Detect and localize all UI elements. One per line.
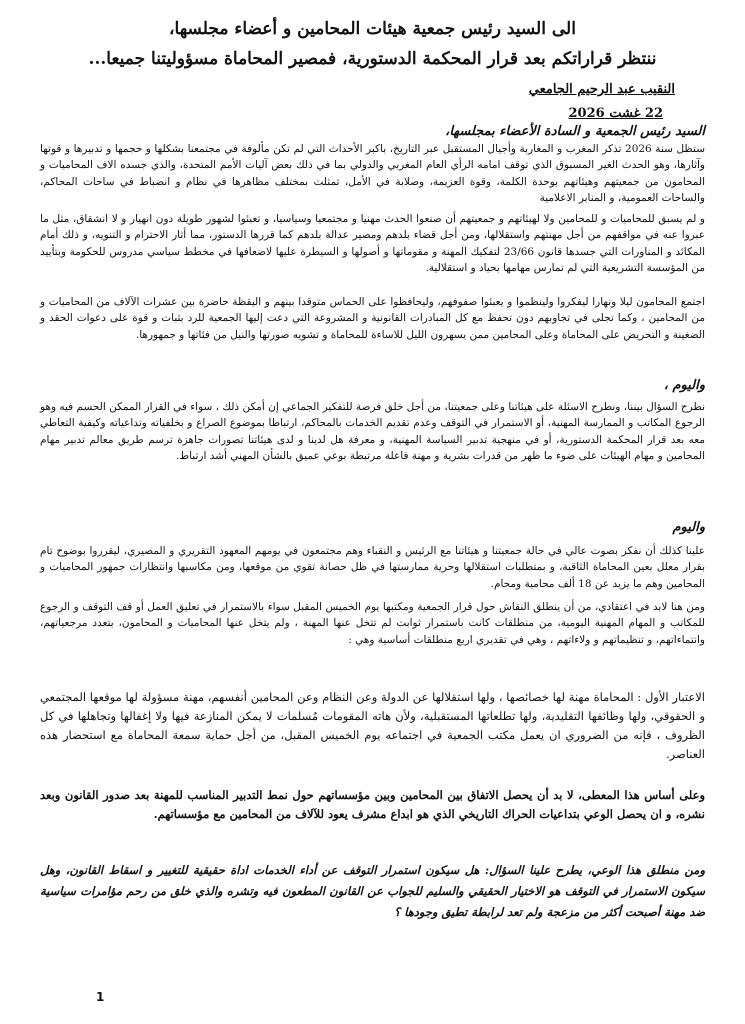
paragraph-4: نطرح السؤال بيننا، ونطرح الاسئلة على هيئاتنا وعلى جمعيتنا، من أجل خلق فرصة للتفكير الجماعي إن أمكن ذلك ، سواء في القرار الممكن الحسم فيه وهو الرجوع المكاتب و الممارسة المهنية، أو الاستمرار في التوقف وعدم تقديم الخدمات بالمحاكم، ارتباطا بموضوع الصراع و بخلفياته وتداعياته وكيفية التعاطي معه بعد قرار المحكمة الدستورية، أو في منهجية تدبير السياسة المهنية، و معرفة هل لدينا و لدى هيئاتنا تصورات جاهزة ترسم طريق معالم تدبير مهام المحامين و مهام الهيئات على ضوء ما ظهر من قدرات بشرية و مهنة فاعلة مرتبطة بوعي عميق بالشأن المهني أشد ارتباط.: [40, 400, 705, 463]
header-line-2: ننتظر قراراتكم بعد قرار المحكمة الدستورية، فمصير المحاماة مسؤوليتنا جميعا...: [88, 49, 657, 69]
signature-name: النقيب عبد الرحيم الجامعي: [528, 82, 675, 97]
paragraph-7: وعلى أساس هذا المعطى، لا بد أن يحصل الاتفاق بين المحامين وبين مؤسساتهم حول نمط التدبير المناسب للمهنة بعد صدور القانون وبعد نشره، و ان يحصل الوعي بتداعيات الحراك التاريخي الذي هو ابداع مشرف يعود للآلاف من المحامين مع مؤسساتهم.: [40, 787, 705, 821]
paragraph-1: ستظل سنة 2026 تذكر المغرب و المغاربة وأجيال المستقبل عبر التاريخ، باكبر الأحداث التي لم تكن مألوفة في مجتمعنا بشكلها و حجمها و تدبيرها و قوتها وآثارها، وهو الحدث الغير المسبوق الذي توقف امامه الرأي العام المغربي والدولي بما في ذلك بعض آليات الأمم المتحدة، والذي جسده الاف المحاميات و المحامون من جمعيتهم وهيئاتهم بوحدة الكلمة، وقوة العزيمة، وصلابة في الأمل، تمثلت بمختلف مظاهرها في نظام و انضباط في ساحات المحاكم، والساحات العمومية، و المنابر الاعلامية: [40, 142, 705, 205]
paragraph-first-consideration: الاعتبار الأول : المحاماة مهنة لها خصائصها ، ولها استقلالها عن الدولة وعن النظام وعن المحامين أنفسهم، مهنة مسؤولة لها موقعها المجتمعي و الحقوقي، ولها وظائفها التقليدية، ولها تطلعاتها المستقبلية، ولأن هاته المقومات مُسلمات لا يمكن المنازعة فيها ولا إغفالها وتجاهلها في كل الظروف ، فإنه من الضروري ان يعمل مكتب الجمعية في اجتماعه يوم الخميس المقبل، من أجل حماية سمعة المحاماة مع استحضار هذه العناصر.: [40, 689, 705, 761]
paragraph-5: علينا كذلك أن نفكر بصوت عالي في حالة جمعيتنا و هيئاتنا مع الرئيس و النقباء وهم مجتمعون في يومهم المعهود التقريري و المصيري، ليقرروا بوضوح تام بقرار معلل بعين المحاماة الثاقبة، و بمتطلبات استقلالها وحرية ممارستها في ظل حصانة تقوي من موقعها، ومن مكاسبها وانتظارات جمهور المحاميات و المحامين وهم ما يزيد عن 18 ألف محامية ومحام.: [40, 544, 705, 590]
signature-date: 22 غشت 2026: [568, 106, 663, 121]
section-heading-today-2: واليوم: [672, 520, 705, 535]
salutation: السيد رئيس الجمعية و السادة الأعضاء بمجلسها،: [445, 124, 705, 139]
paragraph-2: و لم يسبق للمحاميات و للمحامين ولا لهيئاتهم و جمعيتهم أن صنعوا الحدث مهنيا و مجتمعيا وسياسيا، و تعبئوا لشهور طويلة دون انهيار و لا انشقاق، مثل ما عبروا عنه في مواقفهم من أجل مهنتهم واستقلالها، ومن أجل قضاء بلدهم ومصير عدالة بلدهم كما قررها الدستور، مما أثار الاحترام و التنويه، و ذلك أمام المكائد و المناورات التي جسدها قانون 23/66 لتفكيك المهنة و مقوماتها و أصولها و السيطرة عليها لاضعافها في مخطط سياسي مدروس للحكومة وبتأييد من المؤسسة التشريعية التي لم تمارس مهامها بحياد و استقلالية.: [40, 212, 705, 275]
header-line-1: الى السيد رئيس جمعية هيئات المحامين و أعضاء مجلسها،: [169, 19, 576, 39]
paragraph-question: ومن منطلق هذا الوعي، يطرح علينا السؤال: هل سيكون استمرار التوقف عن أداء الخدمات اداة حقيقية للتغيير و اسقاط القانون، وهل سيكون الاستمرار في التوقف هو الاختيار الحقيقي والسليم للجواب عن القانون المطعون فيه وتشره والذي خلق من رحم مؤامرات سياسية ضد مهنة أصبحت أكثر من مزعجة ولم تعد لرابطة تطيق وجودها ؟: [40, 862, 705, 919]
paragraph-6: ومن هنا لابد في اعتقادي، من أن ينطلق النقاش حول قرار الجمعية ومكتبها يوم الخميس المقبل سواء بالاستمرار في تعليق العمل أو قف التوقف و الرجوع للمكاتب و المهام المهنية اليومية، من منطلقات كانت باستمرار ثوابت لم تتخل عنها المهنة ، ولم يتخل عنها المحاميات و المحامون، بتعدد مرجعياتهم، وانتماءاتهم، و تنظيماتهم و ولاءاتهم ، وهي في تقديري اربع منطلقات أساسية وهي :: [40, 600, 705, 646]
letter-header: [40, 14, 705, 74]
page-number: 1: [96, 990, 105, 1004]
section-heading-today: واليوم ،: [663, 378, 705, 393]
paragraph-3: اجتمع المحامون ليلا ونهارا ليفكروا ولينظموا و يعبئوا صفوفهم، وليحافظوا على الحماس متوقدا بينهم و اليقظة حاضرة بين عشرات الآلاف من المحاميات و من المحامين ، وكما تجلى في تجاوبهم دون تحفظ مع كل المبادرات القانونية و المشروعة التي دعت إليها الجمعية للرد بثبات و قوة على دعوات الحقد و الضغينة و التحريض على المحاماة وعلى المحامين ممن يسهرون الليل للاساءة للمحاماة و تشويه صورتها والنيل من فئاتها و جمهورها.: [40, 295, 705, 341]
